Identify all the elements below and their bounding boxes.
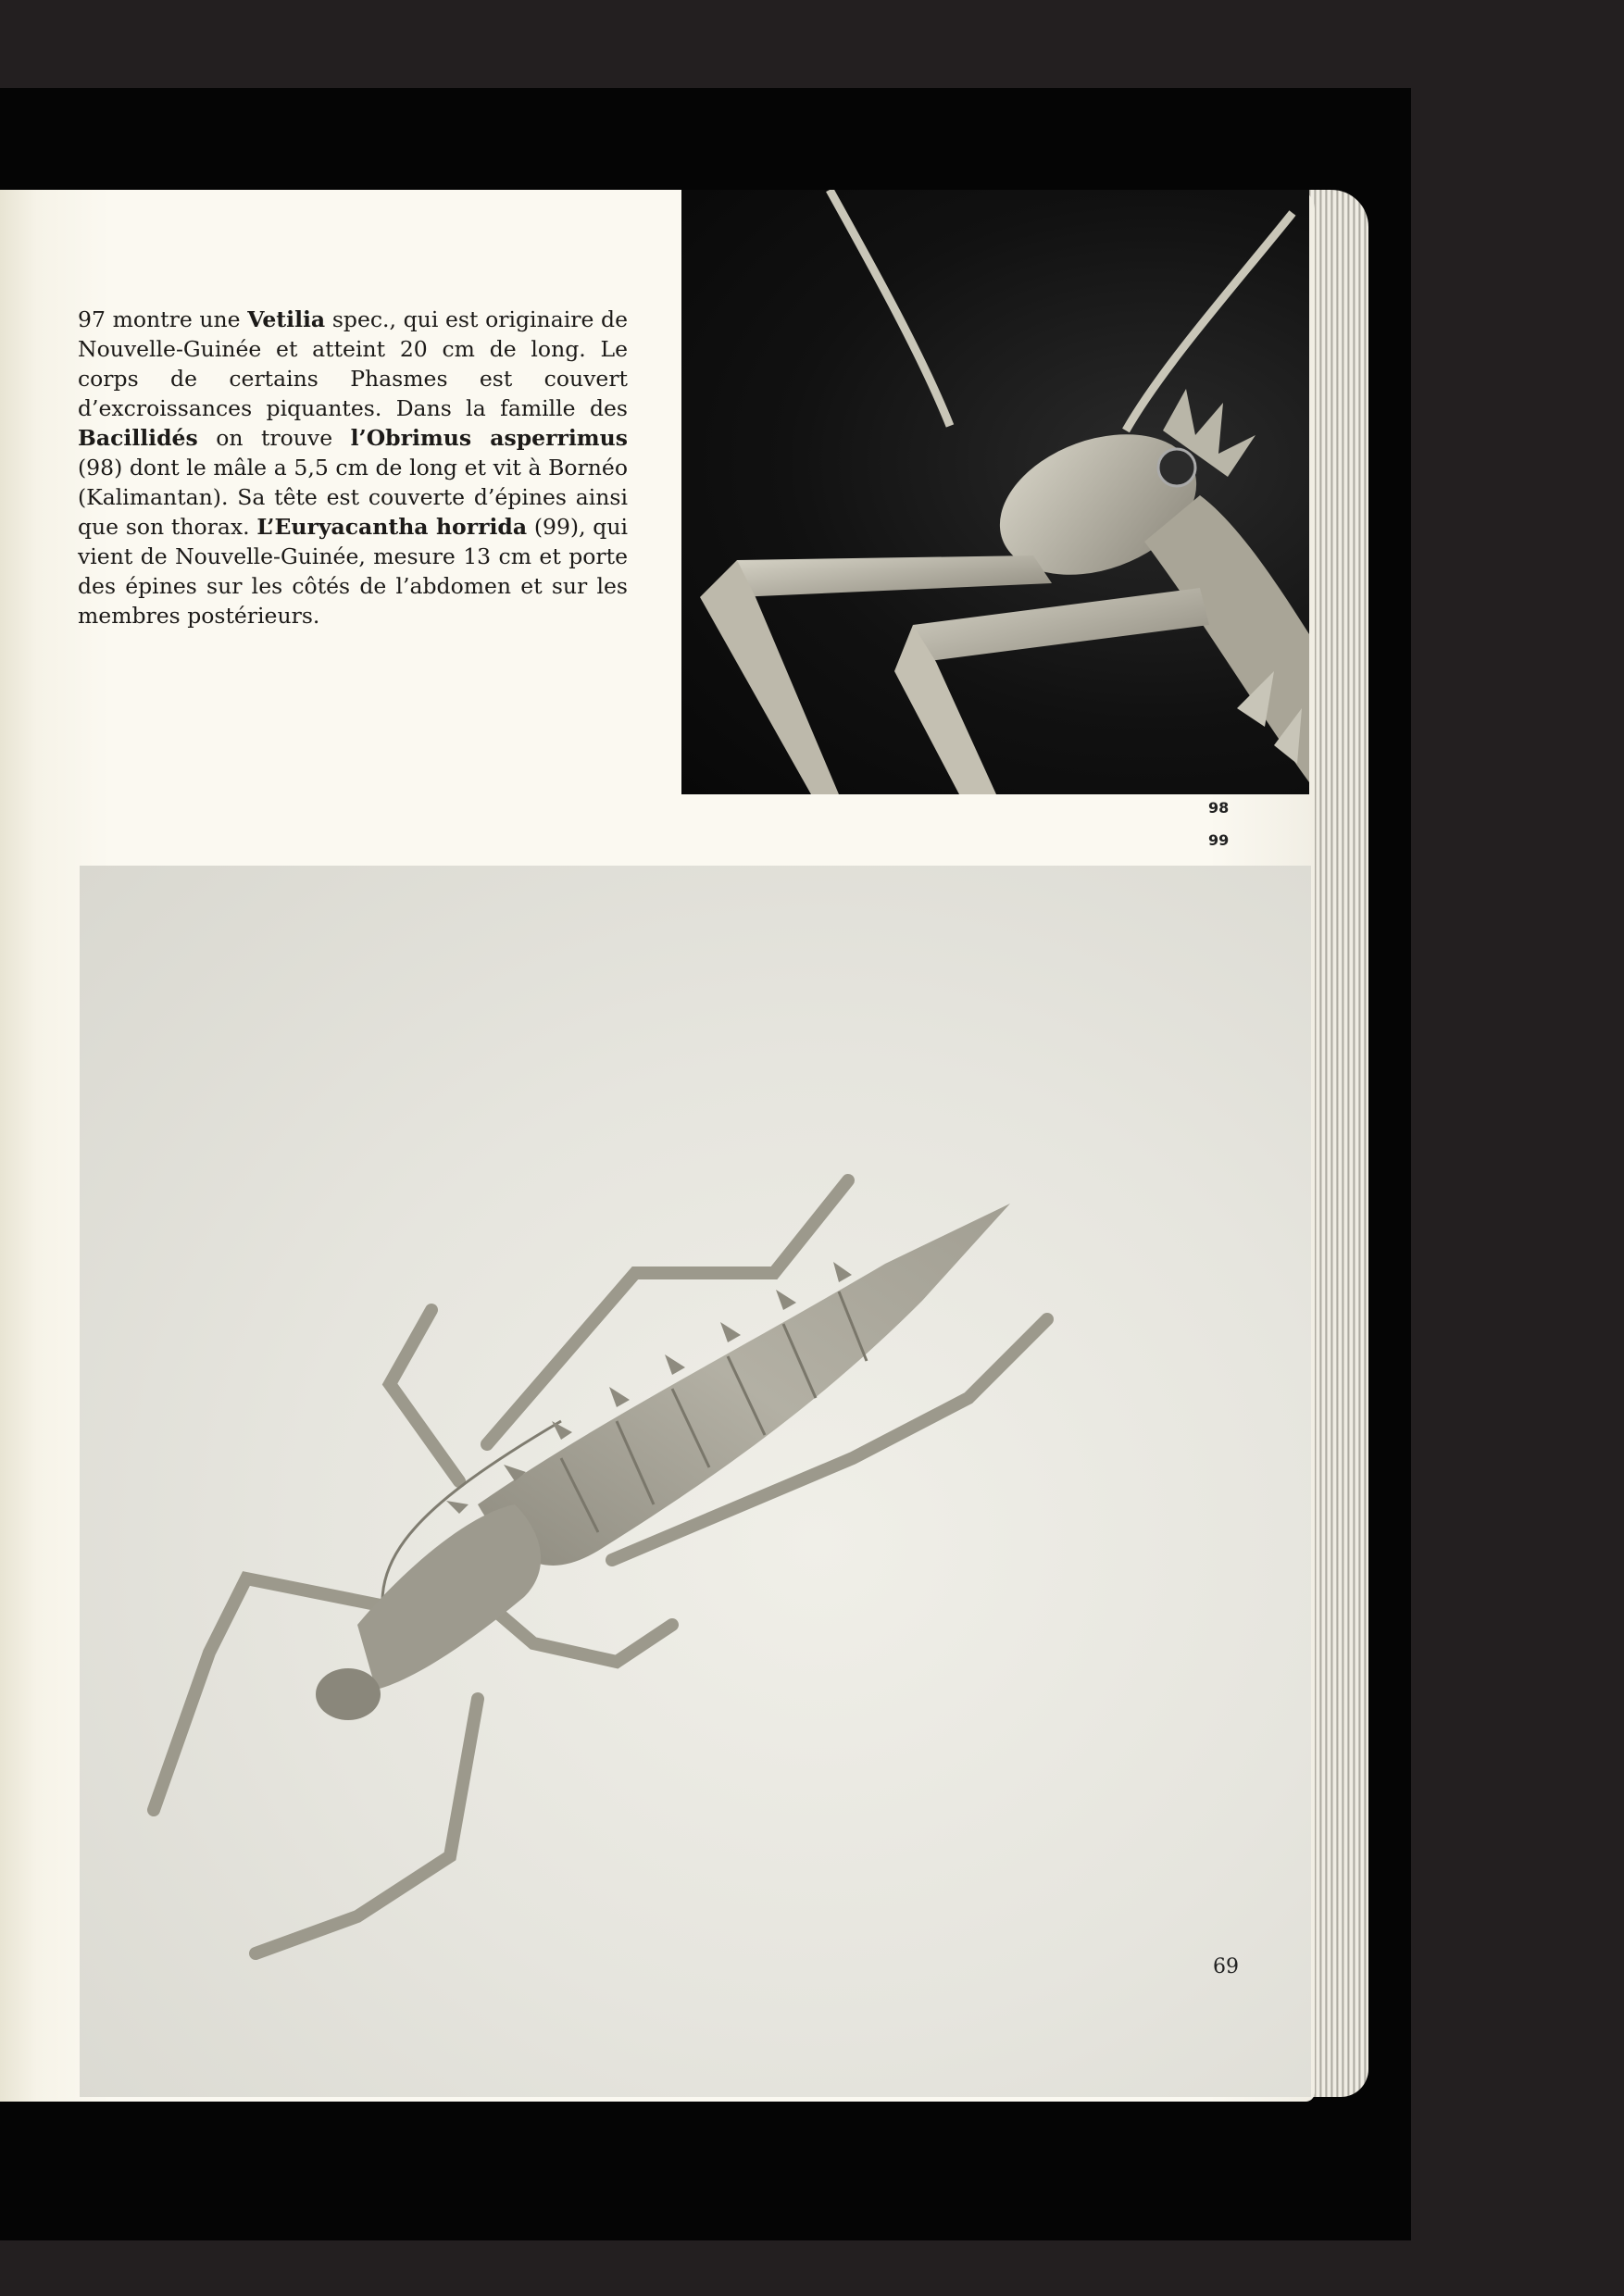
figure-number-98: 98	[1208, 799, 1230, 817]
caption-paragraph	[78, 305, 628, 630]
photo-euryacantha	[80, 866, 1311, 2097]
caption-seg: spec., qui est originaire de Nouvelle-Guinée et atteint 20 cm de long. Le corps de certains Phasmes est couvert d’excroissances piquantes. Dans la famille des	[78, 306, 628, 421]
caption-bold-vetilia: Vetilia	[247, 306, 326, 332]
caption-seg: (99), qui vient de Nouvelle-Guinée, mesure 13 cm et porte des épines sur les côtés de l’abdomen et sur les membres postérieurs.	[78, 514, 628, 629]
caption-bold-euryacantha: L’Euryacantha horrida	[256, 514, 528, 540]
figure-number-99: 99	[1208, 831, 1230, 849]
caption-seg: on trouve	[197, 425, 351, 451]
photo-obrimus-head	[681, 190, 1309, 794]
caption-text	[78, 305, 628, 630]
caption-bold-bacillides: Bacillidés	[78, 425, 198, 451]
caption-bold-obrimus: l’Obrimus asperrimus	[350, 425, 628, 451]
caption-seg: 97 montre une	[78, 306, 248, 332]
book-page	[0, 190, 1315, 2102]
page-number: 69	[1213, 1955, 1239, 1978]
caption-seg: (98) dont le mâle a 5,5 cm de long et vit à Bornéo (Kalimantan). Sa tête est couverte d’épines ainsi que son thorax.	[78, 455, 628, 540]
